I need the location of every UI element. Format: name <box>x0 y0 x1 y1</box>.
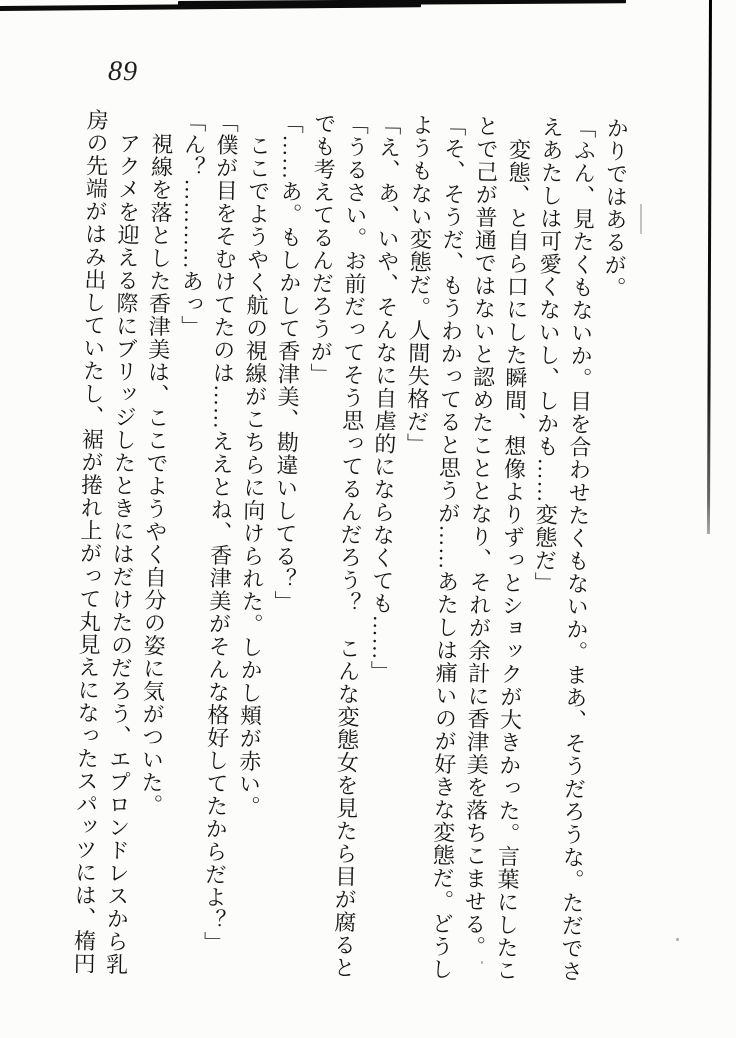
scan-speck <box>676 938 679 941</box>
text-column: 視線を落とした香津美は、ここでようやく自分の姿に気がついた。 <box>137 132 174 817</box>
text-column: ここでようやく航の視線がこちらに向けられた。しかし頬が赤い。 <box>235 133 272 819</box>
scan-speck <box>640 204 642 234</box>
text-column: 「え、あ、いや、そんなに自虐的にならなくても……」 <box>367 112 402 684</box>
body-text <box>65 108 632 1038</box>
text-column: でも考えてるんだろうが」 <box>307 111 337 386</box>
text-column: えあたしは可愛くないし、しかも……変態だ」 <box>531 115 565 595</box>
text-column: 「僕が目をそむけてたのは……ええとね、香津美がそんな格好してたからだよ？」 <box>200 110 240 955</box>
text-column: 変態、と自ら口にした瞬間、想像よりずっとショックが大きかった。言葉にしたこ <box>492 138 532 982</box>
text-column: 「そ、そうだ、もうわかってると思うが……あたしは痛いのが好きな変態だ。どうし <box>427 114 467 981</box>
text-column: 「ん？…………あっ」 <box>177 109 207 339</box>
text-column: 「……あ。もしかして香津美、勘違いしてる？」 <box>271 111 305 614</box>
text-column: アクメを迎える際にブリッジしたときにはだけたのだろう、エプロンドレスから乳 <box>102 131 142 976</box>
text-column: ようもない変態だ。人間失格だ」 <box>403 113 435 456</box>
text-column: 房の先端がはみ出していたし、裾が捲れ上がって丸見えになったスパッツには、楕円 <box>70 108 110 976</box>
page-number: 89 <box>107 55 139 88</box>
text-column: かりではあるが。 <box>601 116 630 300</box>
text-column: とで己が普通ではないと認めたこととなり、それが余計に香津美を落ちこませる。 <box>460 114 500 959</box>
scan-artifact-page-fold-line <box>707 0 712 534</box>
text-column: 「うるさい。お前だってそう思ってるんだろう？ こんな変態女を見たら目が腐ると <box>330 112 370 980</box>
text-column: 「ふん、見たくもないか。目を合わせたくもないか。まあ、そうだろうな。ただでさ <box>557 116 597 983</box>
